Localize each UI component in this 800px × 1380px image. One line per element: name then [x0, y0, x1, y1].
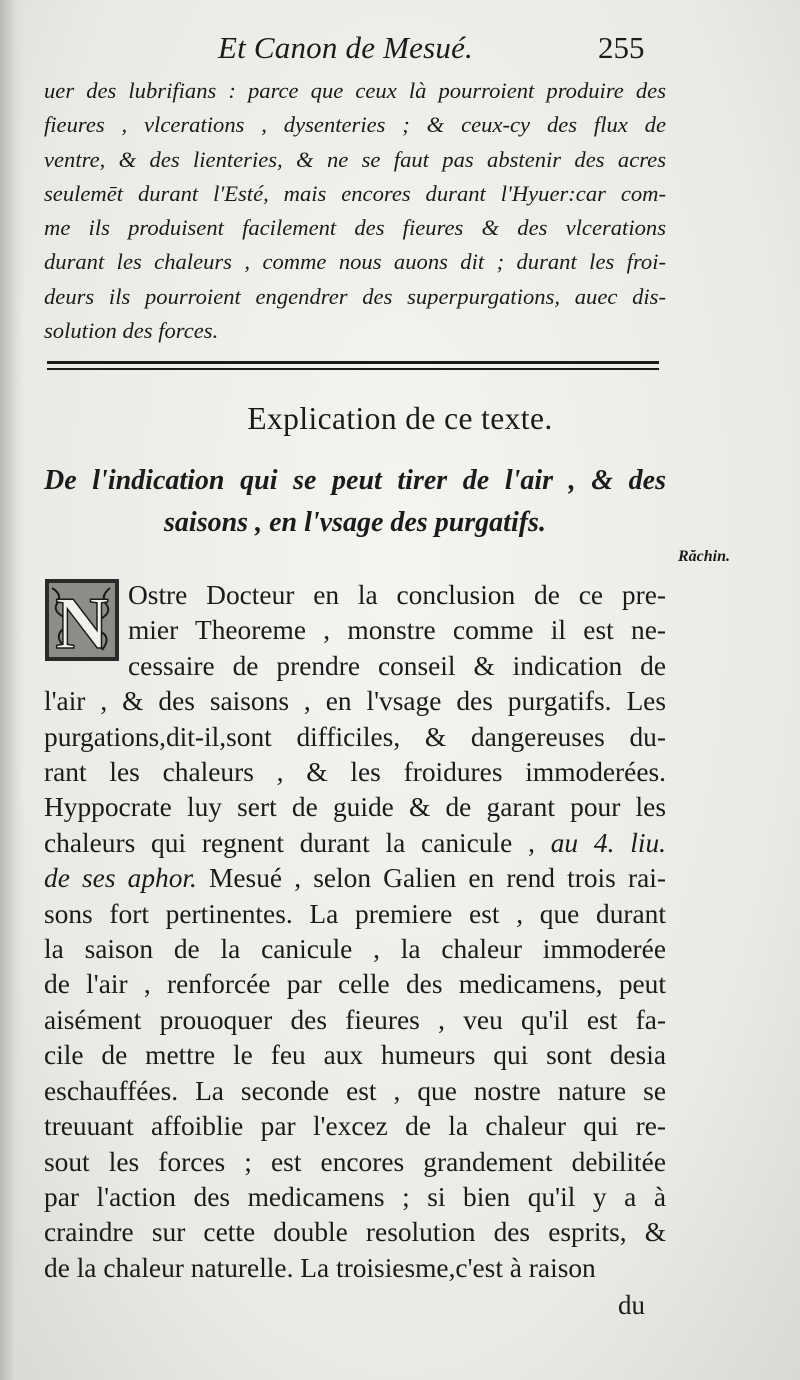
- margin-note: Răchin.: [678, 548, 731, 565]
- text-line: sons fort pertinentes. La premiere est , que durant: [44, 898, 666, 929]
- text-line: aisément prouoquer des fieures , veu qu'il est fa-: [44, 1004, 666, 1035]
- text-line: fieures , vlcerations , dysenteries ; & ceux-cy des flux de: [44, 112, 666, 138]
- italic-text-block: [44, 74, 666, 348]
- section-rule-thin: [47, 368, 659, 370]
- text-line: solution des forces.: [44, 318, 219, 344]
- text-line: me ils produisent facilement des fieures & des vlcerations: [44, 215, 666, 241]
- text-line-with-ref: [44, 861, 666, 896]
- text-line: durant les chaleurs , comme nous auons dit ; durant les froi-: [44, 249, 666, 275]
- drop-cap-letter: N: [55, 583, 109, 662]
- text-line: de la chaleur naturelle. La troisiesme,c'est à raison: [44, 1252, 596, 1283]
- running-title: Et Canon de Mesué.: [218, 30, 473, 65]
- page-number: 255: [598, 30, 645, 65]
- text-line: rant les chaleurs , & les froidures immoderées.: [44, 757, 666, 788]
- text-line: Hyppocrate luy sert de guide & de garant pour les: [44, 792, 666, 823]
- text-line: seulemēt durant l'Esté, mais encores durant l'Hyuer:car com-: [44, 180, 666, 206]
- text-line: cessaire de prendre conseil & indication de: [128, 650, 666, 681]
- text-line: treuuant affoiblie par l'excez de la chaleur qui re-: [44, 1111, 666, 1142]
- text-line: sout les forces ; est encores grandement debilitée: [44, 1146, 666, 1177]
- text-line-with-ref: [44, 826, 666, 861]
- text-line: craindre sur cette double resolution des esprits, &: [44, 1217, 666, 1248]
- body-text: [44, 578, 666, 1286]
- subheading-line: saisons , en l'vsage des purgatifs.: [164, 507, 546, 538]
- text-line: de l'air , renforcée par celle des medicamens, peut: [44, 969, 666, 1000]
- section-heading: Explication de ce texte.: [247, 401, 553, 436]
- catchword: du: [618, 1290, 645, 1320]
- text-line: la saison de la canicule , la chaleur immoderée: [44, 934, 666, 965]
- running-head: [0, 26, 800, 76]
- subheading: [44, 460, 666, 544]
- text-segment: Mesué , selon Galien en rend trois rai-: [209, 863, 666, 894]
- text-line: cile de mettre le feu aux humeurs qui sont desia: [44, 1040, 666, 1071]
- text-line: purgations,dit-il,sont difficiles, & dangereuses du-: [44, 721, 666, 752]
- text-line: par l'action des medicamens ; si bien qu'il y a à: [44, 1181, 666, 1212]
- page-gutter-shadow: [0, 0, 24, 1380]
- reference-citation: au 4. liu.: [550, 827, 666, 858]
- section-rule-thick: [47, 361, 659, 364]
- text-line: deurs ils pourroient engendrer des superpurgations, auec dis-: [44, 283, 666, 309]
- text-line: mier Theoreme , monstre comme il est ne-: [128, 615, 666, 646]
- text-line: l'air , & des saisons , en l'vsage des purgatifs. Les: [44, 686, 666, 717]
- text-line: Ostre Docteur en la conclusion de ce pre-: [128, 580, 666, 610]
- text-line: ventre, & des lienteries, & ne se faut pas abstenir des acres: [44, 146, 666, 172]
- text-segment: chaleurs qui regnent durant la canicule ,: [44, 827, 535, 858]
- text-line: uer des lubrifians : parce que ceux là pourroient produire des: [44, 78, 666, 103]
- subheading-line: De l'indication qui se peut tirer de l'air , & des: [44, 465, 666, 496]
- reference-citation: de ses aphor.: [44, 863, 197, 894]
- text-line: eschauffées. La seconde est , que nostre nature se: [44, 1075, 666, 1106]
